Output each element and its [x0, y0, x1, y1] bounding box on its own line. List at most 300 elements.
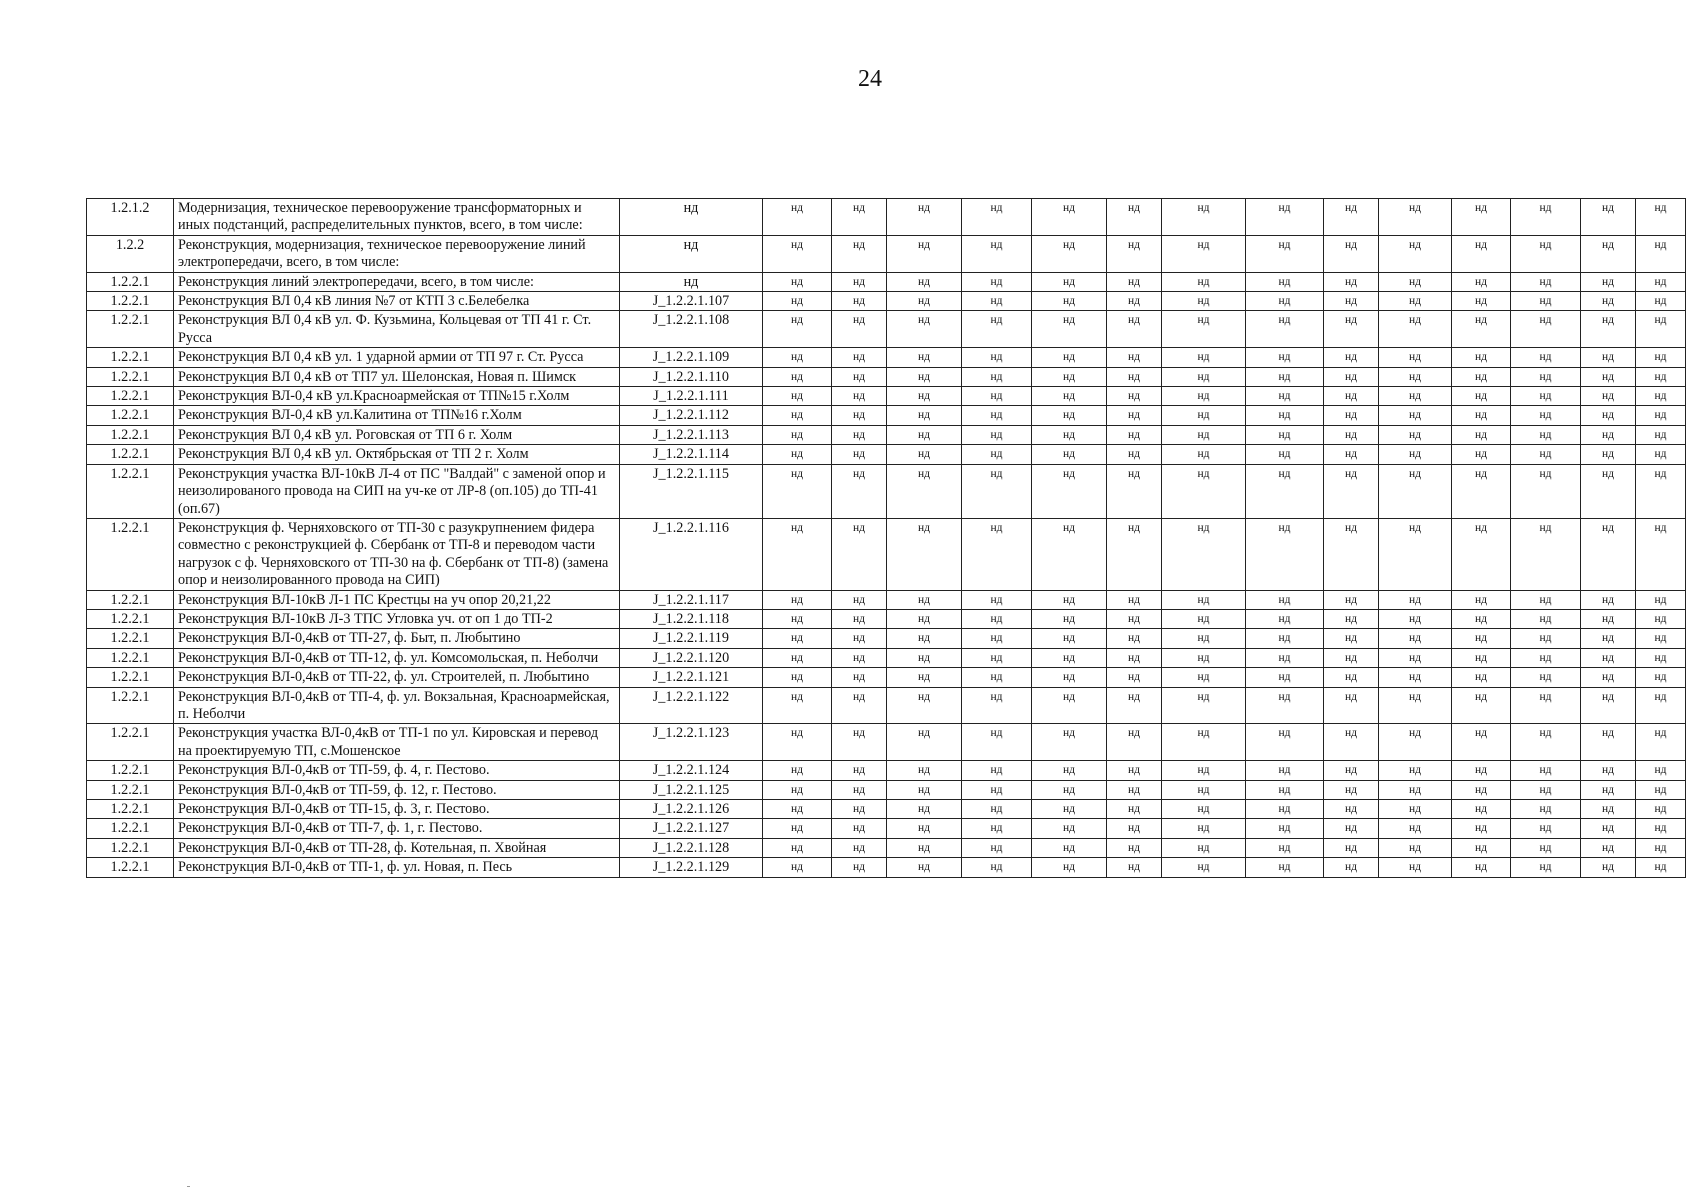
- value-cell: нд: [1162, 272, 1246, 291]
- value-cell: нд: [832, 590, 887, 609]
- value-cell: нд: [763, 761, 832, 780]
- value-cell: нд: [1032, 199, 1107, 236]
- project-name-cell: Реконструкция ВЛ-0,4кВ от ТП-59, ф. 4, г. Пестово.: [174, 761, 620, 780]
- project-code-cell: J_1.2.2.1.123: [620, 724, 763, 761]
- value-cell: нд: [1511, 819, 1581, 838]
- value-cell: нд: [1032, 235, 1107, 272]
- value-cell: нд: [1107, 464, 1162, 518]
- value-cell: нд: [1324, 235, 1379, 272]
- value-cell: нд: [1246, 838, 1324, 857]
- project-name-cell: Реконструкция ВЛ-0,4кВ от ТП-59, ф. 12, г. Пестово.: [174, 780, 620, 799]
- value-cell: нд: [962, 687, 1032, 724]
- value-cell: нд: [1581, 668, 1636, 687]
- value-cell: нд: [1379, 311, 1452, 348]
- value-cell: нд: [1636, 687, 1686, 724]
- project-code-cell: J_1.2.2.1.122: [620, 687, 763, 724]
- table-row: [87, 629, 1686, 648]
- value-cell: нд: [1636, 235, 1686, 272]
- value-cell: нд: [1162, 406, 1246, 425]
- value-cell: нд: [1511, 272, 1581, 291]
- value-cell: нд: [763, 858, 832, 877]
- value-cell: нд: [1032, 406, 1107, 425]
- value-cell: нд: [962, 348, 1032, 367]
- value-cell: нд: [1636, 518, 1686, 590]
- value-cell: нд: [1379, 199, 1452, 236]
- project-name-cell: Реконструкция ВЛ-0,4кВ от ТП-27, ф. Быт, п. Любытино: [174, 629, 620, 648]
- value-cell: нд: [1032, 648, 1107, 667]
- scan-mark: [187, 1186, 190, 1187]
- value-cell: нд: [763, 687, 832, 724]
- value-cell: нд: [1581, 387, 1636, 406]
- value-cell: нд: [1107, 445, 1162, 464]
- value-cell: нд: [1636, 858, 1686, 877]
- value-cell: нд: [832, 464, 887, 518]
- value-cell: нд: [962, 858, 1032, 877]
- project-code-cell: J_1.2.2.1.111: [620, 387, 763, 406]
- value-cell: нд: [1581, 445, 1636, 464]
- value-cell: нд: [1246, 272, 1324, 291]
- value-cell: нд: [1511, 425, 1581, 444]
- value-cell: нд: [1162, 668, 1246, 687]
- value-cell: нд: [1452, 445, 1511, 464]
- table-row: [87, 272, 1686, 291]
- value-cell: нд: [1032, 292, 1107, 311]
- table-row: [87, 761, 1686, 780]
- value-cell: нд: [1511, 629, 1581, 648]
- value-cell: нд: [962, 518, 1032, 590]
- value-cell: нд: [832, 800, 887, 819]
- row-number-cell: 1.2.2.1: [87, 838, 174, 857]
- table-row: [87, 445, 1686, 464]
- project-name-cell: Реконструкция участка ВЛ-0,4кВ от ТП-1 по ул. Кировская и перевод на проектируемую ТП, с.Мошенское: [174, 724, 620, 761]
- investment-table: [86, 198, 1686, 878]
- row-number-cell: 1.2.2.1: [87, 387, 174, 406]
- value-cell: нд: [1032, 780, 1107, 799]
- value-cell: нд: [1324, 629, 1379, 648]
- value-cell: нд: [763, 724, 832, 761]
- value-cell: нд: [1032, 387, 1107, 406]
- row-number-cell: 1.2.2.1: [87, 609, 174, 628]
- value-cell: нд: [1636, 445, 1686, 464]
- row-number-cell: 1.2.2.1: [87, 272, 174, 291]
- value-cell: нд: [1032, 761, 1107, 780]
- value-cell: нд: [1162, 800, 1246, 819]
- value-cell: нд: [1511, 464, 1581, 518]
- table-row: [87, 367, 1686, 386]
- value-cell: нд: [962, 445, 1032, 464]
- value-cell: нд: [763, 590, 832, 609]
- value-cell: нд: [763, 425, 832, 444]
- table-row: [87, 311, 1686, 348]
- value-cell: нд: [1162, 367, 1246, 386]
- value-cell: нд: [1636, 292, 1686, 311]
- value-cell: нд: [1162, 425, 1246, 444]
- value-cell: нд: [832, 518, 887, 590]
- project-code-cell: J_1.2.2.1.126: [620, 800, 763, 819]
- row-number-cell: 1.2.2.1: [87, 800, 174, 819]
- value-cell: нд: [1511, 800, 1581, 819]
- project-name-cell: Реконструкция ВЛ-0,4 кВ ул.Красноармейская от ТП№15 г.Холм: [174, 387, 620, 406]
- project-name-cell: Реконструкция ВЛ 0,4 кВ ул. Роговская от ТП 6 г. Холм: [174, 425, 620, 444]
- value-cell: нд: [832, 425, 887, 444]
- value-cell: нд: [1032, 724, 1107, 761]
- project-name-cell: Реконструкция ВЛ 0,4 кВ ул. 1 ударной армии от ТП 97 г. Ст. Русса: [174, 348, 620, 367]
- value-cell: нд: [1452, 780, 1511, 799]
- project-name-cell: Модернизация, техническое перевооружение трансформаторных и иных подстанций, распределительных пунктов, всего, в том числе:: [174, 199, 620, 236]
- value-cell: нд: [1636, 311, 1686, 348]
- value-cell: нд: [1324, 272, 1379, 291]
- value-cell: нд: [832, 199, 887, 236]
- value-cell: нд: [1511, 311, 1581, 348]
- value-cell: нд: [1246, 590, 1324, 609]
- value-cell: нд: [832, 780, 887, 799]
- value-cell: нд: [962, 311, 1032, 348]
- value-cell: нд: [1246, 387, 1324, 406]
- value-cell: нд: [1581, 406, 1636, 425]
- value-cell: нд: [1581, 687, 1636, 724]
- value-cell: нд: [832, 406, 887, 425]
- value-cell: нд: [1581, 838, 1636, 857]
- table-row: [87, 838, 1686, 857]
- value-cell: нд: [887, 724, 962, 761]
- value-cell: нд: [1581, 348, 1636, 367]
- value-cell: нд: [1324, 858, 1379, 877]
- value-cell: нд: [1324, 761, 1379, 780]
- value-cell: нд: [1581, 464, 1636, 518]
- value-cell: нд: [1636, 348, 1686, 367]
- value-cell: нд: [832, 687, 887, 724]
- project-name-cell: Реконструкция ВЛ-0,4кВ от ТП-4, ф. ул. Вокзальная, Красноармейская, п. Неболчи: [174, 687, 620, 724]
- value-cell: нд: [1511, 648, 1581, 667]
- value-cell: нд: [1581, 780, 1636, 799]
- value-cell: нд: [962, 272, 1032, 291]
- project-code-cell: J_1.2.2.1.127: [620, 819, 763, 838]
- project-name-cell: Реконструкция ВЛ 0,4 кВ ул. Ф. Кузьмина, Кольцевая от ТП 41 г. Ст. Русса: [174, 311, 620, 348]
- value-cell: нд: [832, 838, 887, 857]
- value-cell: нд: [1636, 780, 1686, 799]
- row-number-cell: 1.2.2.1: [87, 292, 174, 311]
- value-cell: нд: [832, 367, 887, 386]
- value-cell: нд: [1107, 292, 1162, 311]
- table-row: [87, 387, 1686, 406]
- value-cell: нд: [1246, 800, 1324, 819]
- value-cell: нд: [887, 199, 962, 236]
- value-cell: нд: [1511, 668, 1581, 687]
- value-cell: нд: [1246, 858, 1324, 877]
- value-cell: нд: [1032, 445, 1107, 464]
- value-cell: нд: [1162, 838, 1246, 857]
- value-cell: нд: [832, 724, 887, 761]
- value-cell: нд: [887, 445, 962, 464]
- project-name-cell: Реконструкция ВЛ-0,4кВ от ТП-12, ф. ул. Комсомольская, п. Неболчи: [174, 648, 620, 667]
- value-cell: нд: [1107, 348, 1162, 367]
- value-cell: нд: [1511, 724, 1581, 761]
- value-cell: нд: [1324, 687, 1379, 724]
- value-cell: нд: [1032, 272, 1107, 291]
- value-cell: нд: [887, 609, 962, 628]
- value-cell: нд: [1324, 425, 1379, 444]
- value-cell: нд: [1511, 387, 1581, 406]
- value-cell: нд: [1511, 348, 1581, 367]
- value-cell: нд: [962, 609, 1032, 628]
- value-cell: нд: [1107, 800, 1162, 819]
- value-cell: нд: [1511, 838, 1581, 857]
- project-code-cell: J_1.2.2.1.117: [620, 590, 763, 609]
- value-cell: нд: [1107, 387, 1162, 406]
- value-cell: нд: [1581, 609, 1636, 628]
- value-cell: нд: [1032, 311, 1107, 348]
- value-cell: нд: [1581, 425, 1636, 444]
- value-cell: нд: [1379, 687, 1452, 724]
- value-cell: нд: [1379, 629, 1452, 648]
- value-cell: нд: [1452, 838, 1511, 857]
- value-cell: нд: [1107, 687, 1162, 724]
- table-row: [87, 235, 1686, 272]
- value-cell: нд: [962, 648, 1032, 667]
- project-name-cell: Реконструкция линий электропередачи, всего, в том числе:: [174, 272, 620, 291]
- table-body: [87, 199, 1686, 878]
- value-cell: нд: [1324, 292, 1379, 311]
- row-number-cell: 1.2.2: [87, 235, 174, 272]
- row-number-cell: 1.2.2.1: [87, 761, 174, 780]
- project-code-cell: J_1.2.2.1.107: [620, 292, 763, 311]
- value-cell: нд: [1324, 464, 1379, 518]
- value-cell: нд: [1452, 348, 1511, 367]
- value-cell: нд: [1162, 445, 1246, 464]
- value-cell: нд: [1324, 199, 1379, 236]
- value-cell: нд: [763, 629, 832, 648]
- row-number-cell: 1.2.2.1: [87, 464, 174, 518]
- project-name-cell: Реконструкция ВЛ-0,4 кВ ул.Калитина от ТП№16 г.Холм: [174, 406, 620, 425]
- value-cell: нд: [1246, 406, 1324, 425]
- value-cell: нд: [1511, 858, 1581, 877]
- value-cell: нд: [763, 348, 832, 367]
- value-cell: нд: [1379, 648, 1452, 667]
- value-cell: нд: [1246, 367, 1324, 386]
- value-cell: нд: [1162, 858, 1246, 877]
- value-cell: нд: [1246, 609, 1324, 628]
- value-cell: нд: [763, 292, 832, 311]
- table-row: [87, 648, 1686, 667]
- value-cell: нд: [1379, 272, 1452, 291]
- value-cell: нд: [1246, 819, 1324, 838]
- value-cell: нд: [887, 518, 962, 590]
- value-cell: нд: [1452, 858, 1511, 877]
- value-cell: нд: [832, 819, 887, 838]
- value-cell: нд: [962, 199, 1032, 236]
- value-cell: нд: [1511, 590, 1581, 609]
- value-cell: нд: [1581, 629, 1636, 648]
- value-cell: нд: [1452, 668, 1511, 687]
- project-code-cell: J_1.2.2.1.109: [620, 348, 763, 367]
- value-cell: нд: [1032, 858, 1107, 877]
- project-name-cell: Реконструкция ф. Черняховского от ТП-30 с разукрупнением фидера совместно с реконструкцией ф. Сбербанк от ТП-8 и переводом части нагрузок с ф. Черняховского от ТП-30 на ф. Сбербанк от ТП-8) (замена опор и неизолированного провода на СИП): [174, 518, 620, 590]
- value-cell: нд: [1246, 629, 1324, 648]
- value-cell: нд: [1162, 609, 1246, 628]
- row-number-cell: 1.2.2.1: [87, 518, 174, 590]
- value-cell: нд: [1379, 858, 1452, 877]
- value-cell: нд: [1324, 387, 1379, 406]
- value-cell: нд: [887, 780, 962, 799]
- value-cell: нд: [887, 387, 962, 406]
- value-cell: нд: [887, 838, 962, 857]
- table-row: [87, 292, 1686, 311]
- value-cell: нд: [1324, 780, 1379, 799]
- value-cell: нд: [1246, 199, 1324, 236]
- value-cell: нд: [962, 724, 1032, 761]
- value-cell: нд: [1636, 648, 1686, 667]
- value-cell: нд: [1324, 724, 1379, 761]
- value-cell: нд: [1246, 348, 1324, 367]
- value-cell: нд: [1107, 609, 1162, 628]
- value-cell: нд: [1032, 819, 1107, 838]
- value-cell: нд: [1452, 800, 1511, 819]
- project-code-cell: J_1.2.2.1.113: [620, 425, 763, 444]
- value-cell: нд: [1452, 724, 1511, 761]
- row-number-cell: 1.2.1.2: [87, 199, 174, 236]
- value-cell: нд: [1379, 387, 1452, 406]
- value-cell: нд: [1636, 609, 1686, 628]
- value-cell: нд: [1162, 724, 1246, 761]
- table-row: [87, 406, 1686, 425]
- value-cell: нд: [887, 687, 962, 724]
- value-cell: нд: [887, 629, 962, 648]
- value-cell: нд: [1511, 609, 1581, 628]
- value-cell: нд: [1452, 387, 1511, 406]
- value-cell: нд: [1246, 518, 1324, 590]
- value-cell: нд: [1379, 464, 1452, 518]
- value-cell: нд: [887, 311, 962, 348]
- value-cell: нд: [1162, 235, 1246, 272]
- value-cell: нд: [1379, 445, 1452, 464]
- value-cell: нд: [962, 367, 1032, 386]
- value-cell: нд: [962, 292, 1032, 311]
- value-cell: нд: [832, 648, 887, 667]
- value-cell: нд: [1452, 199, 1511, 236]
- value-cell: нд: [1324, 518, 1379, 590]
- value-cell: нд: [1032, 687, 1107, 724]
- value-cell: нд: [1162, 819, 1246, 838]
- value-cell: нд: [1581, 235, 1636, 272]
- page-number: 24: [858, 66, 882, 92]
- value-cell: нд: [832, 348, 887, 367]
- value-cell: нд: [763, 609, 832, 628]
- value-cell: нд: [962, 668, 1032, 687]
- value-cell: нд: [1324, 648, 1379, 667]
- value-cell: нд: [1246, 648, 1324, 667]
- value-cell: нд: [832, 292, 887, 311]
- value-cell: нд: [887, 235, 962, 272]
- value-cell: нд: [1452, 406, 1511, 425]
- value-cell: нд: [1107, 367, 1162, 386]
- value-cell: нд: [832, 311, 887, 348]
- value-cell: нд: [1379, 724, 1452, 761]
- value-cell: нд: [1107, 761, 1162, 780]
- value-cell: нд: [1032, 838, 1107, 857]
- value-cell: нд: [1107, 518, 1162, 590]
- value-cell: нд: [1379, 292, 1452, 311]
- value-cell: нд: [1379, 761, 1452, 780]
- value-cell: нд: [1452, 292, 1511, 311]
- value-cell: нд: [1511, 235, 1581, 272]
- table-row: [87, 687, 1686, 724]
- value-cell: нд: [1452, 648, 1511, 667]
- value-cell: нд: [1246, 687, 1324, 724]
- table-row: [87, 518, 1686, 590]
- value-cell: нд: [763, 668, 832, 687]
- project-code-cell: J_1.2.2.1.125: [620, 780, 763, 799]
- value-cell: нд: [1511, 406, 1581, 425]
- value-cell: нд: [832, 858, 887, 877]
- value-cell: нд: [1324, 311, 1379, 348]
- value-cell: нд: [763, 311, 832, 348]
- value-cell: нд: [887, 406, 962, 425]
- value-cell: нд: [1581, 590, 1636, 609]
- value-cell: нд: [1452, 311, 1511, 348]
- project-name-cell: Реконструкция ВЛ 0,4 кВ от ТП7 ул. Шелонская, Новая п. Шимск: [174, 367, 620, 386]
- value-cell: нд: [887, 819, 962, 838]
- value-cell: нд: [1032, 629, 1107, 648]
- value-cell: нд: [763, 387, 832, 406]
- value-cell: нд: [763, 272, 832, 291]
- value-cell: нд: [1032, 367, 1107, 386]
- value-cell: нд: [832, 629, 887, 648]
- value-cell: нд: [832, 609, 887, 628]
- value-cell: нд: [1324, 348, 1379, 367]
- value-cell: нд: [887, 348, 962, 367]
- table-row: [87, 609, 1686, 628]
- value-cell: нд: [1452, 819, 1511, 838]
- project-name-cell: Реконструкция ВЛ-0,4кВ от ТП-28, ф. Котельная, п. Хвойная: [174, 838, 620, 857]
- project-code-cell: J_1.2.2.1.120: [620, 648, 763, 667]
- value-cell: нд: [1452, 425, 1511, 444]
- row-number-cell: 1.2.2.1: [87, 629, 174, 648]
- table-row: [87, 780, 1686, 799]
- value-cell: нд: [1032, 609, 1107, 628]
- value-cell: нд: [1581, 648, 1636, 667]
- value-cell: нд: [1581, 518, 1636, 590]
- value-cell: нд: [832, 668, 887, 687]
- value-cell: нд: [962, 819, 1032, 838]
- value-cell: нд: [1581, 367, 1636, 386]
- table-row: [87, 464, 1686, 518]
- project-code-cell: J_1.2.2.1.129: [620, 858, 763, 877]
- table-row: [87, 858, 1686, 877]
- project-code-cell: нд: [620, 199, 763, 236]
- value-cell: нд: [1032, 590, 1107, 609]
- value-cell: нд: [1452, 464, 1511, 518]
- row-number-cell: 1.2.2.1: [87, 406, 174, 425]
- table-row: [87, 800, 1686, 819]
- value-cell: нд: [1162, 292, 1246, 311]
- value-cell: нд: [1511, 367, 1581, 386]
- project-name-cell: Реконструкция ВЛ-0,4кВ от ТП-22, ф. ул. Строителей, п. Любытино: [174, 668, 620, 687]
- value-cell: нд: [1324, 609, 1379, 628]
- project-code-cell: J_1.2.2.1.112: [620, 406, 763, 425]
- value-cell: нд: [1581, 311, 1636, 348]
- value-cell: нд: [1452, 518, 1511, 590]
- value-cell: нд: [1379, 590, 1452, 609]
- value-cell: нд: [1324, 800, 1379, 819]
- value-cell: нд: [1107, 629, 1162, 648]
- value-cell: нд: [1162, 464, 1246, 518]
- value-cell: нд: [962, 235, 1032, 272]
- value-cell: нд: [763, 235, 832, 272]
- table-row: [87, 590, 1686, 609]
- value-cell: нд: [1162, 348, 1246, 367]
- value-cell: нд: [887, 292, 962, 311]
- value-cell: нд: [1511, 687, 1581, 724]
